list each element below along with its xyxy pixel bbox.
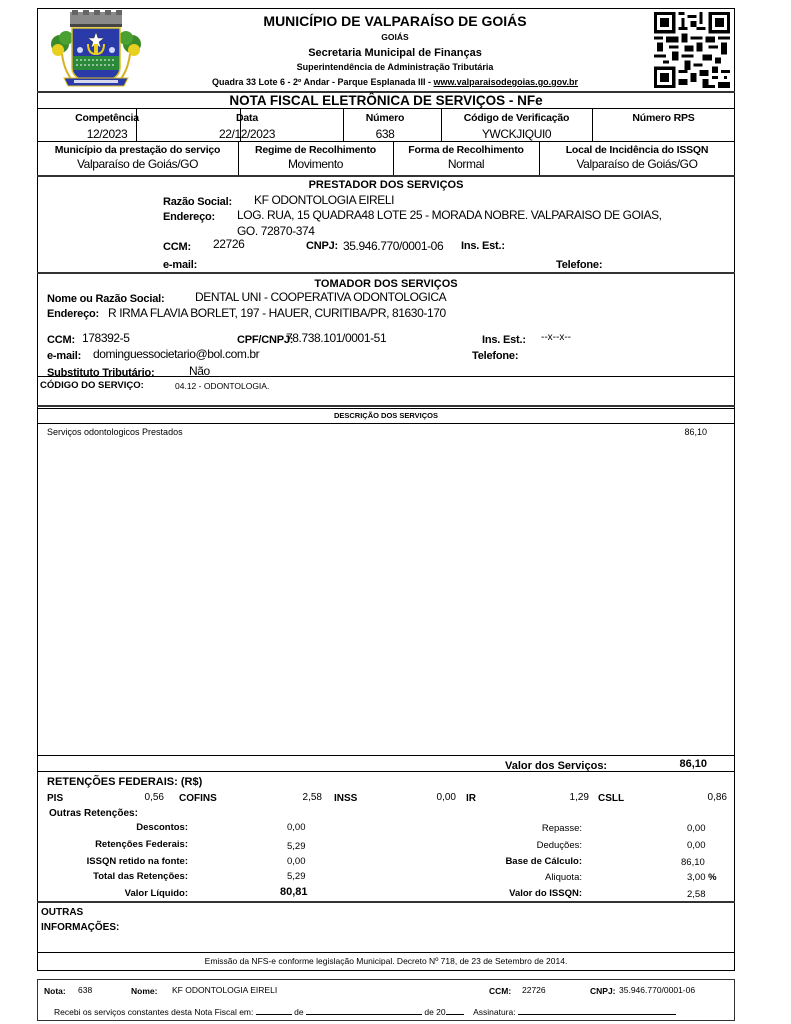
divider <box>37 405 735 407</box>
recibo-nota-value: 638 <box>78 985 93 995</box>
recibo-text: Recebi os serviços constantes desta Nota Fiscal em: <box>54 1007 254 1017</box>
header-address <box>150 77 640 87</box>
divider <box>37 141 735 142</box>
repasse-value: 0,00 <box>687 823 706 834</box>
recibo-line <box>54 1004 676 1017</box>
tomador-nome-label: Nome ou Razão Social: <box>47 293 165 305</box>
divider <box>37 376 735 377</box>
pis-label: PIS <box>47 793 64 804</box>
tomador-endereco-value: R IRMA FLAVIA BORLET, 197 - HAUER, CURITIBA/PR, 81630-170 <box>108 306 446 320</box>
prestador-section-title: PRESTADOR DOS SERVIÇOS <box>308 179 464 191</box>
csll-value: 0,86 <box>707 792 727 803</box>
tomador-ccm-value: 178392-5 <box>82 331 130 345</box>
divider <box>37 272 735 274</box>
aliquota-unit: % <box>708 872 717 883</box>
recibo-nota-label: Nota: <box>44 986 66 996</box>
municipio-value: Valparaíso de Goiás/GO <box>76 157 199 171</box>
prestador-cnpj-value: 35.946.770/0001-06 <box>343 239 444 253</box>
aliquota-number: 3,00 <box>687 872 706 883</box>
aliquota-value <box>687 872 717 883</box>
service-item-value: 86,10 <box>684 427 707 437</box>
outras-retencoes-label: Outras Retenções: <box>49 808 138 819</box>
numero-rps-label: Número RPS <box>632 112 695 124</box>
competencia-label: Competência <box>75 112 139 124</box>
valor-servicos-value: 86,10 <box>679 758 707 770</box>
tomador-cpf-label: CPF/CNPJ: <box>237 334 294 346</box>
issqn-retido-value: 0,00 <box>287 856 306 867</box>
valor-issqn-value: 2,58 <box>687 889 706 900</box>
codigo-servico-value: 04.12 - ODONTOLOGIA. <box>175 381 270 391</box>
tomador-substituto-value: Não <box>189 364 210 378</box>
legal-note: Emissão da NFS-e conforme legislação Municipal. Decreto Nº 718, de 23 de Setembro de 2014. <box>204 956 568 966</box>
prestador-ins-est-label: Ins. Est.: <box>461 240 505 252</box>
local-incidencia-label: Local de Incidência do ISSQN <box>565 144 709 156</box>
tomador-ccm-label: CCM: <box>47 334 75 346</box>
base-calculo-value: 86,10 <box>681 857 705 868</box>
cofins-value: 2,58 <box>302 792 322 803</box>
retencoes-federais-label: Retenções Federais: <box>95 839 188 850</box>
total-retencoes-label: Total das Retenções: <box>93 871 188 882</box>
divider <box>37 175 735 177</box>
retencoes-title: RETENÇÕES FEDERAIS: (R$) <box>47 776 203 788</box>
divider <box>37 952 735 953</box>
data-value: 22/12/2023 <box>218 127 276 141</box>
prestador-razao-label: Razão Social: <box>163 196 232 208</box>
website-link[interactable]: www.valparaisodegoias.go.gov.br <box>433 77 579 87</box>
tomador-ins-est-value: --x--x-- <box>541 332 571 343</box>
divider <box>37 408 735 409</box>
secretariat-name: Secretaria Municipal de Finanças <box>308 47 482 59</box>
total-retencoes-value: 5,29 <box>287 871 306 882</box>
forma-label: Forma de Recolhimento <box>408 144 524 156</box>
valor-liquido-value: 80,81 <box>280 886 308 898</box>
address-text: Quadra 33 Lote 6 - 2º Andar - Parque Esplanada III - <box>211 77 434 87</box>
valor-liquido-label: Valor Líquido: <box>124 888 188 899</box>
tomador-telefone-label: Telefone: <box>472 350 519 362</box>
valor-servicos-label: Valor dos Serviços: <box>505 760 608 772</box>
numero-value: 638 <box>375 127 395 141</box>
prestador-telefone-label: Telefone: <box>556 259 603 271</box>
ir-label: IR <box>466 793 476 804</box>
recibo-de2: de 20 <box>424 1007 446 1017</box>
codigo-verificacao-label: Código de Verificação <box>463 112 570 124</box>
recibo-signature-field[interactable] <box>518 1004 676 1015</box>
tomador-ins-est-label: Ins. Est.: <box>482 334 526 346</box>
tomador-email-label: e-mail: <box>47 350 82 362</box>
deducoes-label: Deduções: <box>536 840 582 851</box>
aliquota-label: Aliquota: <box>545 872 582 883</box>
issqn-retido-label: ISSQN retido na fonte: <box>86 856 188 867</box>
divider <box>37 771 735 772</box>
prestador-ccm-value: 22726 <box>213 237 245 251</box>
divider <box>37 423 735 424</box>
recibo-de1: de <box>294 1007 304 1017</box>
descontos-value: 0,00 <box>287 822 306 833</box>
qr-code-icon <box>654 12 730 88</box>
coat-of-arms-icon <box>50 10 142 90</box>
tomador-cpf-value: 78.738.101/0001-51 <box>286 331 387 345</box>
local-incidencia-value: Valparaíso de Goiás/GO <box>576 157 698 171</box>
pis-value: 0,56 <box>144 792 164 803</box>
recibo-month-field[interactable] <box>306 1004 422 1015</box>
superintendence-name: Superintendência de Administração Tributária <box>296 62 494 72</box>
prestador-ccm-label: CCM: <box>163 241 191 253</box>
regime-value: Movimento <box>287 157 344 171</box>
tomador-section-title: TOMADOR DOS SERVIÇOS <box>314 278 458 290</box>
outras-informacoes-label-2: INFORMAÇÕES: <box>41 922 120 933</box>
tomador-email-value: dominguessocietario@bol.com.br <box>93 347 260 361</box>
recibo-year-field[interactable] <box>446 1004 464 1015</box>
municipality-title: MUNICÍPIO DE VALPARAÍSO DE GOIÁS <box>263 13 527 29</box>
codigo-verificacao-value: YWCKJIQUI0 <box>481 127 552 141</box>
deducoes-value: 0,00 <box>687 840 706 851</box>
data-label: Data <box>236 112 258 124</box>
descricao-section-title: DESCRIÇÃO DOS SERVIÇOS <box>333 411 439 420</box>
prestador-email-label: e-mail: <box>163 259 198 271</box>
prestador-cnpj-label: CNPJ: <box>306 240 339 252</box>
prestador-razao-value: KF ODONTOLOGIA EIRELI <box>254 193 395 207</box>
retencoes-federais-value: 5,29 <box>287 841 306 852</box>
document-title: NOTA FISCAL ELETRÔNICA DE SERVIÇOS - NFe <box>229 93 543 108</box>
prestador-endereco-line1: LOG. RUA, 15 QUADRA48 LOTE 25 - MORADA NOBRE. VALPARAISO DE GOIAS, <box>237 208 662 222</box>
regime-label: Regime de Recolhimento <box>254 144 377 156</box>
competencia-value: 12/2023 <box>86 127 128 141</box>
tomador-nome-value: DENTAL UNI - COOPERATIVA ODONTOLOGICA <box>195 290 447 304</box>
codigo-servico-label: CÓDIGO DO SERVIÇO: <box>40 380 144 391</box>
recibo-day-field[interactable] <box>256 1004 292 1015</box>
recibo-nome-label: Nome: <box>131 986 158 996</box>
divider <box>37 901 735 903</box>
recibo-ccm-value: 22726 <box>522 985 546 995</box>
cofins-label: COFINS <box>179 793 217 804</box>
tomador-endereco-label: Endereço: <box>47 308 99 320</box>
descontos-label: Descontos: <box>136 822 188 833</box>
service-item-description: Serviços odontologicos Prestados <box>47 427 183 437</box>
recibo-ccm-label: CCM: <box>489 986 512 996</box>
outras-informacoes-label-1: OUTRAS <box>41 907 84 918</box>
divider <box>37 755 735 756</box>
recibo-assinatura-label: Assinatura: <box>473 1007 516 1017</box>
numero-label: Número <box>365 112 405 124</box>
base-calculo-label: Base de Cálculo: <box>505 856 582 867</box>
recibo-cnpj-value: 35.946.770/0001-06 <box>619 985 696 995</box>
state-name: GOIÁS <box>381 32 409 42</box>
forma-value: Normal <box>447 157 485 171</box>
recibo-cnpj-label: CNPJ: <box>590 986 616 996</box>
municipio-label: Município da prestação do serviço <box>54 144 221 156</box>
valor-issqn-label: Valor do ISSQN: <box>509 888 582 899</box>
ir-value: 1,29 <box>569 792 589 803</box>
repasse-label: Repasse: <box>541 823 582 834</box>
inss-value: 0,00 <box>436 792 456 803</box>
prestador-endereco-line2: GO. 72870-374 <box>237 224 315 238</box>
inss-label: INSS <box>334 793 358 804</box>
divider <box>37 108 735 109</box>
prestador-endereco-label: Endereço: <box>163 211 215 223</box>
recibo-nome-value: KF ODONTOLOGIA EIRELI <box>172 985 278 995</box>
csll-label: CSLL <box>598 793 625 804</box>
tomador-substituto-label: Substituto Tributário: <box>47 367 155 379</box>
